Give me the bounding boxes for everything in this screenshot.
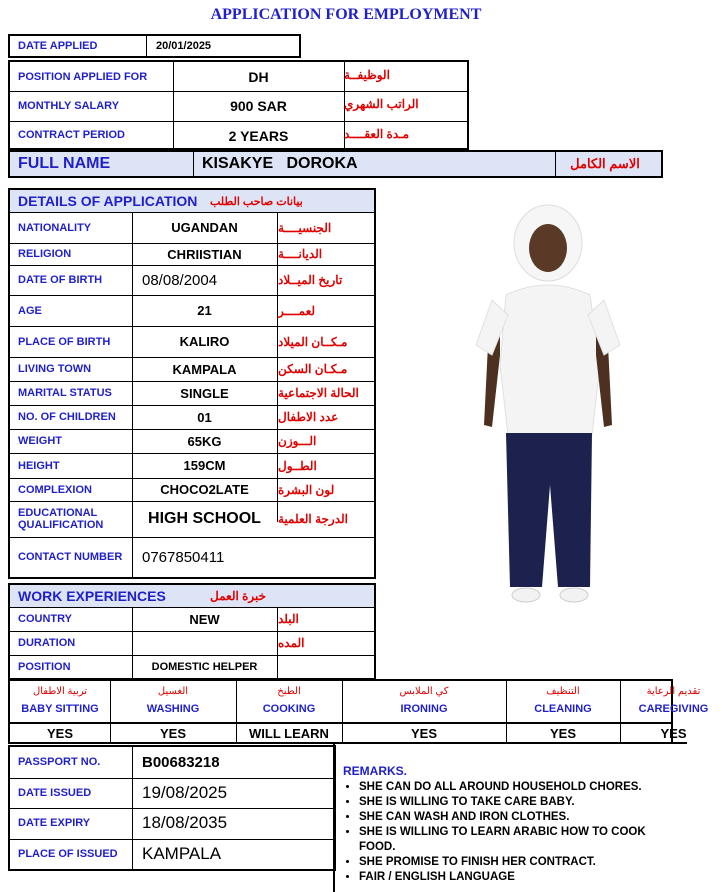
- details-row-label: AGE: [18, 304, 42, 317]
- details-row-value: 0767850411: [142, 548, 225, 566]
- details-row-arabic: لعمــــر: [278, 303, 316, 318]
- details-row-label: HEIGHT: [18, 459, 60, 472]
- details-row-value: 01: [197, 409, 212, 425]
- details-row-arabic: الديانــــة: [278, 247, 323, 261]
- remark-item: • FAIR / ENGLISH LANGUAGE: [359, 870, 683, 885]
- work-row-value: DOMESTIC HELPER: [151, 660, 258, 673]
- passport-row-label: DATE EXPIRY: [18, 817, 91, 830]
- details-row-label: NO. OF CHILDREN: [18, 411, 116, 423]
- salary-value: 900 SAR: [230, 98, 287, 114]
- work-row-arabic: المده: [278, 636, 305, 650]
- contract-label: CONTRACT PERIOD: [18, 128, 125, 141]
- details-row-arabic: تاريخ الميــلاد: [278, 273, 343, 287]
- skill-arabic: الطبخ: [277, 685, 301, 697]
- contract-arabic: مـدة العقــــد: [344, 127, 410, 141]
- skill-arabic: تربية الاطفال: [32, 685, 88, 697]
- date-applied-value: 20/01/2025: [156, 40, 212, 52]
- date-applied-box: [8, 34, 301, 58]
- full-name-label: FULL NAME: [18, 155, 111, 172]
- details-row-arabic: لون البشرة: [278, 482, 335, 497]
- remark-item: • SHE PROMISE TO FINISH HER CONTRACT.: [359, 855, 683, 870]
- details-row-label: NATIONALITY: [18, 221, 92, 234]
- skill-label: COOKING: [262, 703, 316, 715]
- skill-value: YES: [660, 725, 687, 741]
- details-row-label: MARITAL STATUS: [18, 387, 112, 399]
- details-row-value: HIGH SCHOOL: [148, 510, 261, 527]
- passport-table: [8, 745, 336, 871]
- skill-label: WASHING: [146, 703, 200, 715]
- full-name-value: KISAKYE DOROKA: [202, 155, 358, 172]
- details-row-arabic: الطــول: [278, 458, 317, 473]
- skill-value: YES: [410, 725, 437, 741]
- details-row-label: WEIGHT: [18, 435, 62, 447]
- position-value: DH: [248, 68, 269, 85]
- details-row-value: KALIRO: [179, 334, 230, 349]
- remarks-list: [343, 780, 683, 885]
- remark-item: • SHE IS WILLING TO LEARN ARABIC HOW TO COOK FOOD.: [359, 825, 683, 855]
- skill-value: YES: [549, 725, 576, 741]
- details-row-value: 21: [197, 303, 212, 318]
- skill-label: BABY SITTING: [21, 703, 99, 715]
- work-header-arabic: خبرة العمل: [210, 589, 267, 603]
- details-row-value: 65KG: [187, 433, 222, 449]
- job-info-box: [8, 60, 469, 150]
- details-row-value: KAMPALA: [172, 361, 237, 377]
- remark-item: • SHE CAN WASH AND IRON CLOTHES.: [359, 810, 683, 825]
- skill-label: CLEANING: [534, 703, 592, 715]
- details-row-label: CONTACT NUMBER: [18, 551, 123, 563]
- skill-arabic: الغسيل: [157, 685, 189, 697]
- details-row-value: UGANDAN: [171, 220, 238, 235]
- skill-label: CAREGIVING: [638, 703, 709, 715]
- details-row-label: DATE OF BIRTH: [18, 274, 103, 286]
- details-row-label: LIVING TOWN: [18, 363, 92, 375]
- details-row-label: EDUCATIONAL QUALIFICATION: [18, 507, 104, 531]
- contract-value: 2 YEARS: [228, 127, 289, 144]
- remark-item: • SHE IS WILLING TO TAKE CARE BABY.: [359, 795, 683, 810]
- work-row-label: COUNTRY: [18, 613, 72, 625]
- details-row-arabic: عدد الاطفال: [278, 410, 339, 424]
- remark-item: • SHE CAN DO ALL AROUND HOUSEHOLD CHORES.: [359, 780, 683, 795]
- passport-row-label: PASSPORT NO.: [18, 756, 101, 769]
- work-table: [8, 583, 376, 680]
- skill-arabic: تقديم الرعاية: [646, 685, 701, 697]
- work-row-value: NEW: [189, 611, 220, 627]
- passport-row-value: 18/08/2035: [142, 813, 228, 833]
- work-row-value: [132, 631, 277, 655]
- skills-table: [8, 679, 709, 744]
- details-row-value: 08/08/2004: [142, 271, 218, 289]
- details-row-arabic: الـــوزن: [278, 434, 317, 448]
- skill-value: YES: [46, 725, 73, 741]
- details-row-arabic: مـكـان السكن: [278, 362, 348, 376]
- work-row-label: POSITION: [18, 660, 71, 673]
- skill-value: WILL LEARN: [249, 725, 329, 741]
- skill-label: IRONING: [400, 703, 448, 715]
- date-applied-label: DATE APPLIED: [18, 40, 98, 52]
- details-row-value: CHOCO2LATE: [160, 482, 249, 497]
- details-row-value: CHRIISTIAN: [167, 246, 242, 262]
- position-arabic: الوظيفــة: [344, 68, 390, 82]
- details-row-arabic: الدرجة العلمية: [278, 512, 349, 526]
- details-header-arabic: بيانات صاحب الطلب: [210, 195, 303, 208]
- passport-row-value: B00683218: [142, 753, 220, 771]
- remarks-title: REMARKS.: [343, 764, 408, 778]
- details-row-arabic: الجنسيــــة: [278, 220, 332, 235]
- passport-row-label: DATE ISSUED: [18, 786, 92, 799]
- page-title: APPLICATION FOR EMPLOYMENT: [210, 6, 482, 23]
- remarks-box: [333, 742, 687, 892]
- skill-arabic: التنظيف: [546, 685, 580, 697]
- passport-row-label: PLACE OF ISSUED: [18, 847, 118, 860]
- position-label: POSITION APPLIED FOR: [18, 70, 148, 83]
- details-row-label: PLACE OF BIRTH: [18, 335, 111, 348]
- work-row-label: DURATION: [18, 637, 76, 649]
- passport-row-value: KAMPALA: [142, 843, 222, 863]
- full-name-box: [8, 150, 663, 178]
- salary-label: MONTHLY SALARY: [18, 100, 120, 112]
- skill-value: YES: [159, 725, 186, 741]
- details-table: [8, 188, 376, 579]
- full-name-arabic: الاسم الكامل: [570, 156, 640, 171]
- details-row-value: 159CM: [183, 458, 226, 473]
- passport-row-value: 19/08/2025: [142, 782, 228, 802]
- salary-arabic: الراتب الشهري: [344, 97, 419, 111]
- details-row-arabic: الحالة الاجتماعية: [278, 386, 359, 400]
- details-header: DETAILS OF APPLICATION: [18, 193, 198, 209]
- skill-arabic: كي الملابس: [399, 685, 449, 697]
- details-row-label: COMPLEXION: [18, 483, 92, 496]
- applicant-photo: [430, 195, 670, 615]
- details-row-arabic: مـكــان الميلاد: [278, 334, 348, 349]
- details-row-label: RELIGION: [18, 248, 72, 260]
- work-row-arabic: البلد: [278, 612, 299, 626]
- details-row-value: SINGLE: [180, 385, 229, 401]
- work-header: WORK EXPERIENCES: [18, 588, 166, 604]
